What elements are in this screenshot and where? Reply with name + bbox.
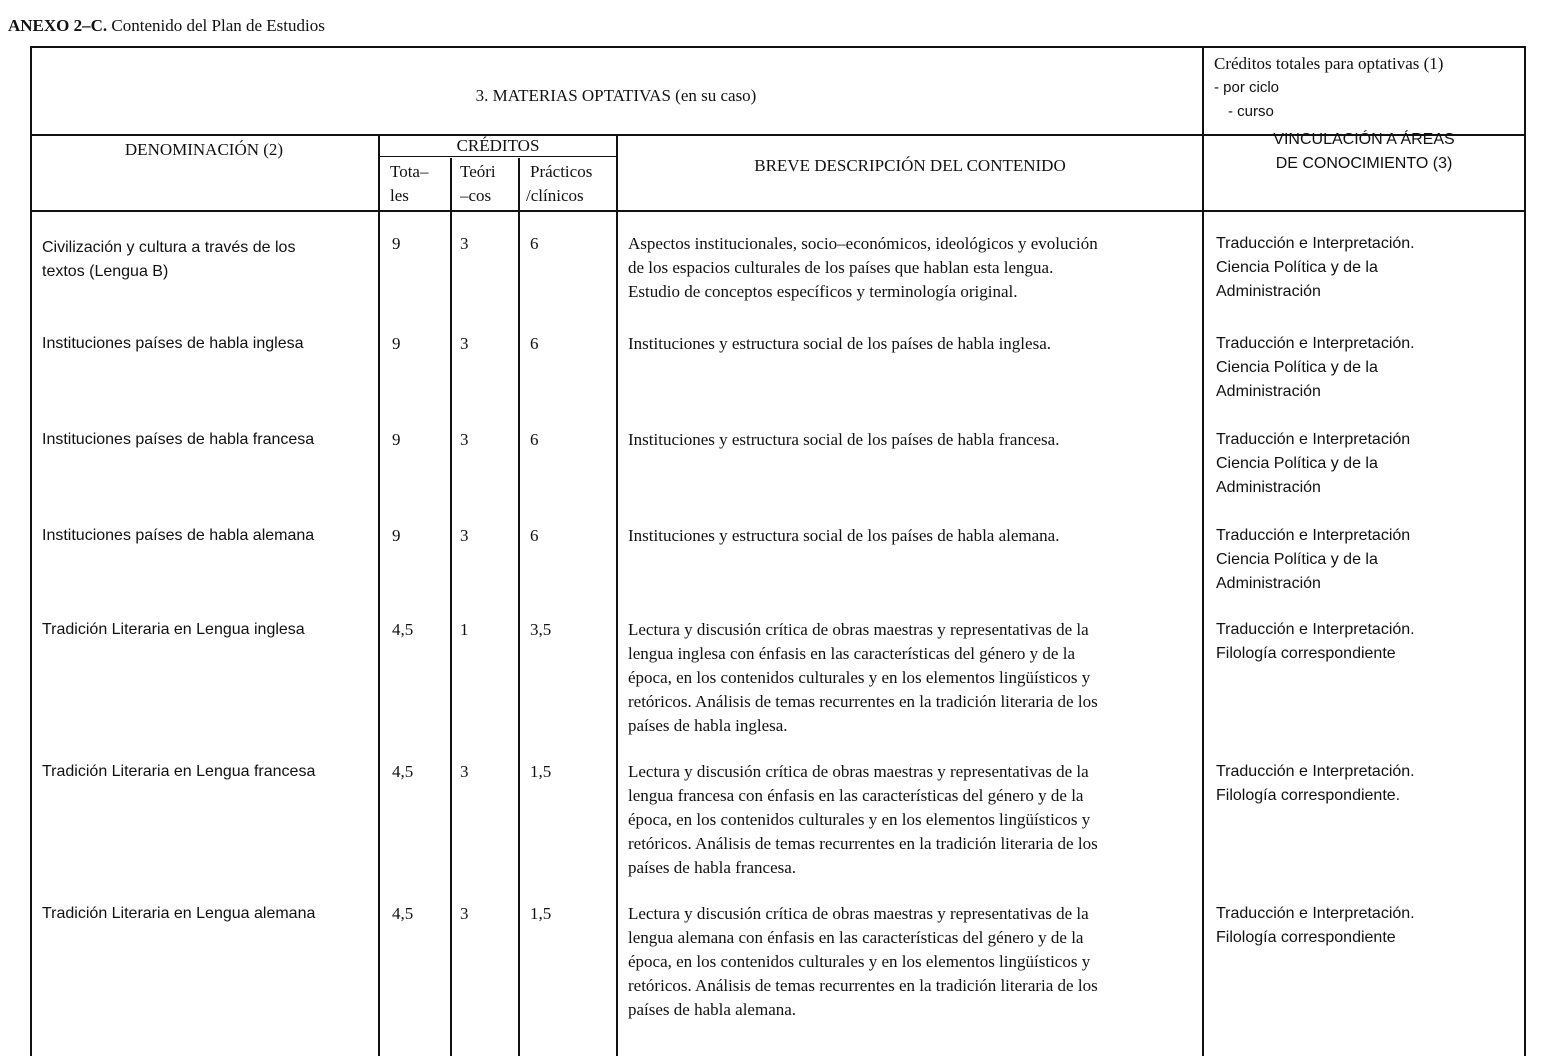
col-creditos-header: CRÉDITOS [456, 136, 540, 155]
col-divider-teoricos [450, 158, 452, 1056]
knowledge-areas [1216, 618, 1516, 666]
subject-name [42, 428, 372, 452]
optional-credits-per-cycle: - por ciclo [1214, 79, 1280, 96]
description-line: países de habla inglesa. [628, 716, 788, 735]
col-divider-areas [1202, 46, 1204, 1056]
knowledge-area-line: Traducción e Interpretación. [1216, 235, 1415, 252]
table-right-border [1524, 46, 1526, 1056]
credits-practice: 6 [530, 334, 539, 353]
description-line: lengua francesa con énfasis en las características del género y de la [628, 786, 1084, 805]
subject-name-line: Instituciones países de habla inglesa [42, 335, 304, 352]
knowledge-area-line: Filología correspondiente [1216, 929, 1396, 946]
credits-total: 9 [392, 234, 401, 253]
optional-subjects-table [30, 46, 1526, 1056]
knowledge-area-line: Traducción e Interpretación. [1216, 763, 1415, 780]
annex-subtitle: Contenido del Plan de Estudios [107, 16, 325, 35]
knowledge-area-line: Administración [1216, 575, 1321, 592]
credits-theory: 3 [460, 430, 469, 449]
col-totales-line2: les [390, 186, 409, 205]
annex-code: ANEXO 2–C. [8, 16, 108, 35]
subject-name-line: Tradición Literaria en Lengua inglesa [42, 621, 305, 638]
description-line: Instituciones y estructura social de los países de habla francesa. [628, 430, 1060, 449]
col-teoricos-line1: Teóri [460, 162, 496, 181]
subject-name-line: Tradición Literaria en Lengua alemana [42, 905, 316, 922]
optional-credits-title: Créditos totales para optativas (1) [1214, 54, 1444, 73]
description-line: Instituciones y estructura social de los países de habla inglesa. [628, 334, 1051, 353]
description-line: retóricos. Análisis de temas recurrentes en la tradición literaria de los [628, 834, 1098, 853]
description-line: lengua inglesa con énfasis en las características del género y de la [628, 644, 1075, 663]
col-descripcion-header: BREVE DESCRIPCIÓN DEL CONTENIDO [754, 156, 1066, 175]
knowledge-area-line: Traducción e Interpretación [1216, 431, 1411, 448]
section-title: 3. MATERIAS OPTATIVAS (en su caso) [475, 86, 757, 105]
col-totales-line1: Tota– [390, 162, 429, 181]
knowledge-areas [1216, 524, 1516, 596]
subject-name [42, 618, 372, 642]
subject-name-line: textos (Lengua B) [42, 263, 169, 280]
optional-credits-box [1214, 52, 1526, 124]
knowledge-area-line: Filología correspondiente [1216, 645, 1396, 662]
credits-theory: 3 [460, 904, 469, 923]
credits-theory: 3 [460, 762, 469, 781]
description-line: Lectura y discusión crítica de obras maestras y representativas de la [628, 904, 1089, 923]
knowledge-area-line: Ciencia Política y de la [1216, 551, 1378, 568]
col-denominacion-header: DENOMINACIÓN (2) [124, 140, 284, 159]
knowledge-area-line: Filología correspondiente. [1216, 787, 1401, 804]
table-left-border [30, 46, 32, 1056]
knowledge-area-line: Administración [1216, 479, 1321, 496]
knowledge-areas [1216, 902, 1516, 950]
description-line: Lectura y discusión crítica de obras maestras y representativas de la [628, 762, 1089, 781]
credits-total: 9 [392, 430, 401, 449]
description-line: retóricos. Análisis de temas recurrentes en la tradición literaria de los [628, 976, 1098, 995]
knowledge-areas [1216, 428, 1516, 500]
optional-credits-per-course: - curso [1228, 103, 1274, 120]
description-line: época, en los contenidos culturales y en los elementos lingüísticos y [628, 810, 1091, 829]
content-description [628, 332, 1192, 356]
annex-title [8, 14, 325, 38]
credits-theory: 3 [460, 234, 469, 253]
credits-practice: 6 [530, 430, 539, 449]
col-practicos-line1: Prácticos [530, 162, 593, 181]
knowledge-area-line: Traducción e Interpretación. [1216, 905, 1415, 922]
subject-name [42, 332, 372, 356]
col-divider-practicos [518, 158, 520, 1056]
description-line: países de habla francesa. [628, 858, 797, 877]
credits-theory: 3 [460, 334, 469, 353]
col-vinculacion-header [1204, 128, 1524, 176]
col-teoricos-header [460, 160, 518, 208]
description-line: de los espacios culturales de los países que hablan esta lengua. [628, 258, 1054, 277]
knowledge-areas [1216, 232, 1516, 304]
subject-name [42, 760, 372, 784]
credits-practice: 6 [530, 526, 539, 545]
description-line: Aspectos institucionales, socio–económicos, ideológicos y evolución [628, 234, 1098, 253]
knowledge-area-line: Ciencia Política y de la [1216, 359, 1378, 376]
knowledge-area-line: Administración [1216, 283, 1321, 300]
knowledge-areas [1216, 760, 1516, 808]
col-practicos-header [526, 160, 616, 208]
col-practicos-line2: /clínicos [526, 186, 584, 205]
credits-theory: 3 [460, 526, 469, 545]
knowledge-area-line: Traducción e Interpretación [1216, 527, 1411, 544]
credits-practice: 6 [530, 234, 539, 253]
credits-total: 4,5 [392, 620, 414, 639]
col-totales-header [390, 160, 450, 208]
subject-name [42, 524, 372, 548]
knowledge-area-line: Administración [1216, 383, 1321, 400]
credits-theory: 1 [460, 620, 469, 639]
subject-name [42, 236, 372, 284]
credits-practice: 1,5 [530, 904, 552, 923]
knowledge-areas [1216, 332, 1516, 404]
description-line: Instituciones y estructura social de los países de habla alemana. [628, 526, 1060, 545]
header-bottom-border [30, 210, 1526, 212]
credits-total: 9 [392, 526, 401, 545]
knowledge-area-line: Ciencia Política y de la [1216, 455, 1378, 472]
credits-practice: 1,5 [530, 762, 552, 781]
subject-name-line: Tradición Literaria en Lengua francesa [42, 763, 316, 780]
credits-total: 4,5 [392, 904, 414, 923]
description-line: Estudio de conceptos específicos y terminología original. [628, 282, 1018, 301]
content-description [628, 428, 1192, 452]
credits-total: 9 [392, 334, 401, 353]
col-divider-description [616, 134, 618, 1056]
col-teoricos-line2: –cos [460, 186, 492, 205]
knowledge-area-line: Traducción e Interpretación. [1216, 335, 1415, 352]
description-line: retóricos. Análisis de temas recurrentes en la tradición literaria de los [628, 692, 1098, 711]
col-vinculacion-line1: VINCULACIÓN A ÁREAS [1273, 131, 1455, 148]
content-description [628, 232, 1192, 304]
subject-name [42, 902, 372, 926]
content-description [628, 902, 1192, 1022]
subject-name-line: Civilización y cultura a través de los [42, 239, 296, 256]
content-description [628, 524, 1192, 548]
knowledge-area-line: Ciencia Política y de la [1216, 259, 1378, 276]
col-vinculacion-line2: DE CONOCIMIENTO (3) [1275, 155, 1453, 172]
description-line: época, en los contenidos culturales y en los elementos lingüísticos y [628, 668, 1091, 687]
description-line: Lectura y discusión crítica de obras maestras y representativas de la [628, 620, 1089, 639]
content-description [628, 760, 1192, 880]
description-line: época, en los contenidos culturales y en los elementos lingüísticos y [628, 952, 1091, 971]
credits-practice: 3,5 [530, 620, 552, 639]
subject-name-line: Instituciones países de habla francesa [42, 431, 315, 448]
content-description [628, 618, 1192, 738]
table-top-border [30, 46, 1526, 48]
col-divider-totales [378, 134, 380, 1056]
description-line: países de habla alemana. [628, 1000, 797, 1019]
subject-name-line: Instituciones países de habla alemana [42, 527, 315, 544]
credits-total: 4,5 [392, 762, 414, 781]
knowledge-area-line: Traducción e Interpretación. [1216, 621, 1415, 638]
description-line: lengua alemana con énfasis en las características del género y de la [628, 928, 1084, 947]
